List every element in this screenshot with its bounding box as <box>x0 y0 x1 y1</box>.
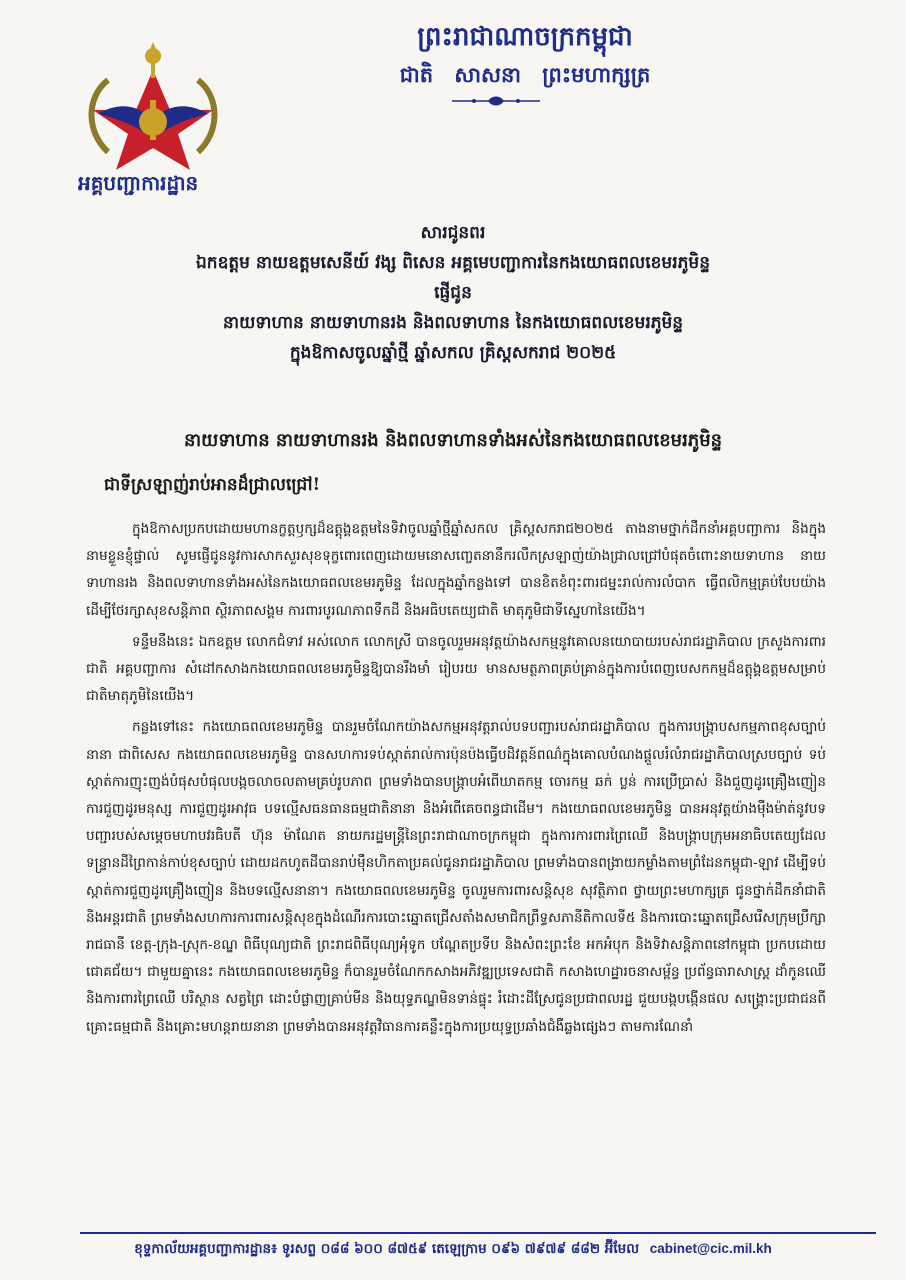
military-emblem-icon <box>78 42 228 172</box>
divider-ornament-icon <box>448 94 544 108</box>
letter-body <box>86 516 826 1045</box>
kingdom-heading: ព្រះរាជាណាចក្រកម្ពុជា <box>417 22 633 52</box>
addressee: នាយទាហាន នាយទាហានរង និងពលទាហានទាំងអស់នៃកងយោធពលខេមរភូមិន្ទ <box>183 430 723 451</box>
org-label: អគ្គបញ្ជាការដ្ឋាន <box>78 171 199 195</box>
footer-email-link[interactable]: cabinet@cic.mil.kh <box>649 1241 772 1256</box>
footer-office-info: ខុទ្ទកាល័យអគ្គបញ្ជាការដ្ឋាន៖ ទូរសព្ទ ០៨៨ ៦០០ ៨៧៥៩ តេឡេក្រាម ០៩៦ ៧៩៧៩ ៨៨២ អ៊ីមែល <box>134 1241 640 1257</box>
title-line-1: សារជូនពរ <box>420 223 486 243</box>
footer-contact <box>0 1240 906 1260</box>
title-line-4: នាយទាហាន នាយទាហានរង និងពលទាហាន នៃកងយោធពលខេមរភូមិន្ទ <box>222 313 684 333</box>
title-line-2: ឯកឧត្តម នាយឧត្តមសេនីយ៍ វង្ស ពិសេន អគ្គមេបញ្ជាការនៃកងយោធពលខេមរភូមិន្ទ <box>195 253 710 273</box>
title-line-5: ក្នុងឱកាសចូលឆ្នាំថ្មី ឆ្នាំសកល គ្រិស្តសករាជ ២០២៥ <box>289 343 617 363</box>
national-motto: ជាតិ សាសនា ព្រះមហាក្សត្រ <box>399 62 651 87</box>
title-line-3: ផ្ញើជូន <box>434 283 472 303</box>
footer-divider <box>80 1232 876 1234</box>
paragraph-3: កន្លងទៅនេះ កងយោធពលខេមរភូមិន្ទ បានរួមចំណែកយ៉ាងសកម្មអនុវត្តរាល់បទបញ្ជារបស់រាជរដ្ឋាភិបាល ក្នុងការបង្ក្រាបសកម្មភាពខុសច្បាប់នានា ជាពិសេស កងយោធពលខេមរភូមិន្ទ បានសហការទប់ស្កាត់រាល់ការប៉ុនប៉ងធ្វើបដិវត្តន៍ពណ៌ក្នុងគោលបំណងផ្តួលរំលំរាជរដ្ឋាភិបាលស្របច្បាប់ ទប់ស្កាត់ការញុះញង់បំផុសបំផុលបង្កចលាចលតាមគ្រប់រូបភាព ព្រមទាំងបានបង្ក្រាបអំពើឃាតកម្ម ចោរកម្ម ឆក់ ប្លន់ ការប្រើប្រាស់ និងជួញដូរគ្រឿងញៀន ការជួញដូរមនុស្ស ការជួញដូរអាវុធ បទល្មើសធនធានធម្មជាតិនានា និងអំពើគេចពន្ធជាដើម។ កងយោធពលខេមរភូមិន្ទ បានអនុវត្តយ៉ាងម៉ឺងម៉ាត់នូវបទបញ្ជារបស់សម្តេចមហាបវរធិបតី ហ៊ុន ម៉ាណែត នាយករដ្ឋមន្ត្រីនៃព្រះរាជាណាចក្រកម្ពុជា ក្នុងការការពារព្រៃឈើ និងបង្ក្រាបក្រុមអនាធិបតេយ្យដែលទន្ទ្រានដីព្រៃកាន់កាប់ខុសច្បាប់ ដោយដកហូតដីបានរាប់ម៉ឺនហិកតាប្រគល់ជូនរាជរដ្ឋាភិបាល ព្រមទាំងបានពង្រាយកម្លាំងតាមព្រំដែនកម្ពុជា-ឡាវ ដើម្បីទប់ស្កាត់ការជួញដូរគ្រឿងញៀន និងបទល្មើសនានា។ កងយោធពលខេមរភូមិន្ទ ចូលរួមការពារសន្តិសុខ សុវត្ថិភាព ថ្វាយព្រះមហាក្សត្រ ជូនថ្នាក់ដឹកនាំជាតិនិងអន្តរជាតិ ព្រមទាំងសហការការពារសន្តិសុខក្នុងដំណើរការបោះឆ្នោតជ្រើសតាំងសមាជិកព្រឹទ្ធសភានីតិកាលទី៥ និងការបោះឆ្នោតជ្រើសរើសក្រុមប្រឹក្សារាជធានី ខេត្ត-ក្រុង-ស្រុក-ខណ្ឌ ពិធីបុណ្យជាតិ ព្រះរាជពិធីបុណ្យអុំទូក បណ្តែតប្រទីប និងសំពះព្រះខែ អកអំបុក និងទិវាសន្តិភាពនៅកម្ពុជា ប្រកបដោយជោគជ័យ។ ជាមួយគ្នានេះ កងយោធពលខេមរភូមិន្ទ ក៏បានរួមចំណែកកសាងអភិវឌ្ឍប្រទេសជាតិ កសាងហេដ្ឋារចនាសម្ព័ន្ធ ប្រព័ន្ធធារាសាស្ត្រ ដាំកូនឈើ និងការពារព្រៃឈើ បរិស្ថាន សត្វព្រៃ ដោះបំផ្លាញគ្រាប់មីន និងយុទ្ធភណ្ឌមិនទាន់ផ្ទុះ រំដោះដីស្រែជូនប្រជាពលរដ្ឋ ជួយបង្កបង្កើនផល សង្គ្រោះប្រជាជនពីគ្រោះធម្មជាតិ និងគ្រោះមហន្តរាយនានា ព្រមទាំងបានអនុវត្តវិធានការគន្លឹះក្នុងការប្រយុទ្ធប្រឆាំងជំងឺឆ្លងផ្សេងៗ តាមការណែនាំ <box>86 719 826 1035</box>
paragraph-1: ក្នុងឱកាសប្រកបដោយមហានក្ខត្តឫក្សដ៏ឧត្តុង្គឧត្តមនៃទិវាចូលឆ្នាំថ្មីឆ្នាំសកល គ្រិស្តសករាជ២០២៥ តាងនាមថ្នាក់ដឹកនាំអគ្គបញ្ជាការ និងក្នុងនាមខ្លួនខ្ញុំផ្ទាល់ សូមផ្ញើជូននូវការសាកសួរសុខទុក្ខពោរពេញដោយមនោសញ្ចេតនានឹករលឹកស្រឡាញ់យ៉ាងជ្រាលជ្រៅបំផុតចំពោះនាយទាហាន នាយទាហានរង និងពលទាហានទាំងអស់នៃកងយោធពលខេមរភូមិន្ទ ដែលក្នុងឆ្នាំកន្លងទៅ បានខិតខំពុះពារជម្នះរាល់ការលំបាក ធ្វើពលិកម្មគ្រប់បែបយ៉ាង ដើម្បីថែរក្សាសុខសន្តិភាព ស្ថិរភាពសង្គម ការពារបូរណភាពទឹកដី និងអធិបតេយ្យជាតិ មាតុភូមិជាទីស្នេហានៃយើង។ <box>86 521 826 619</box>
paragraph-2: ទន្ទឹមនឹងនេះ ឯកឧត្តម លោកជំទាវ អស់លោក លោកស្រី បានចូលរួមអនុវត្តយ៉ាងសកម្មនូវគោលនយោបាយរបស់រាជរដ្ឋាភិបាល ក្រសួងការពារជាតិ អគ្គបញ្ជាការ សំដៅកសាងកងយោធពលខេមរភូមិន្ទឱ្យបានរឹងមាំ រៀបរយ មានសមត្ថភាពគ្រប់គ្រាន់ក្នុងការបំពេញបេសកកម្មដ៏ឧត្តុង្គឧត្តមសម្រាប់ជាតិមាតុភូមិនៃយើង។ <box>86 633 826 705</box>
letter-title <box>80 218 826 368</box>
salutation: ជាទីស្រឡាញ់រាប់អានដ៏ជ្រាលជ្រៅ! <box>104 475 321 495</box>
